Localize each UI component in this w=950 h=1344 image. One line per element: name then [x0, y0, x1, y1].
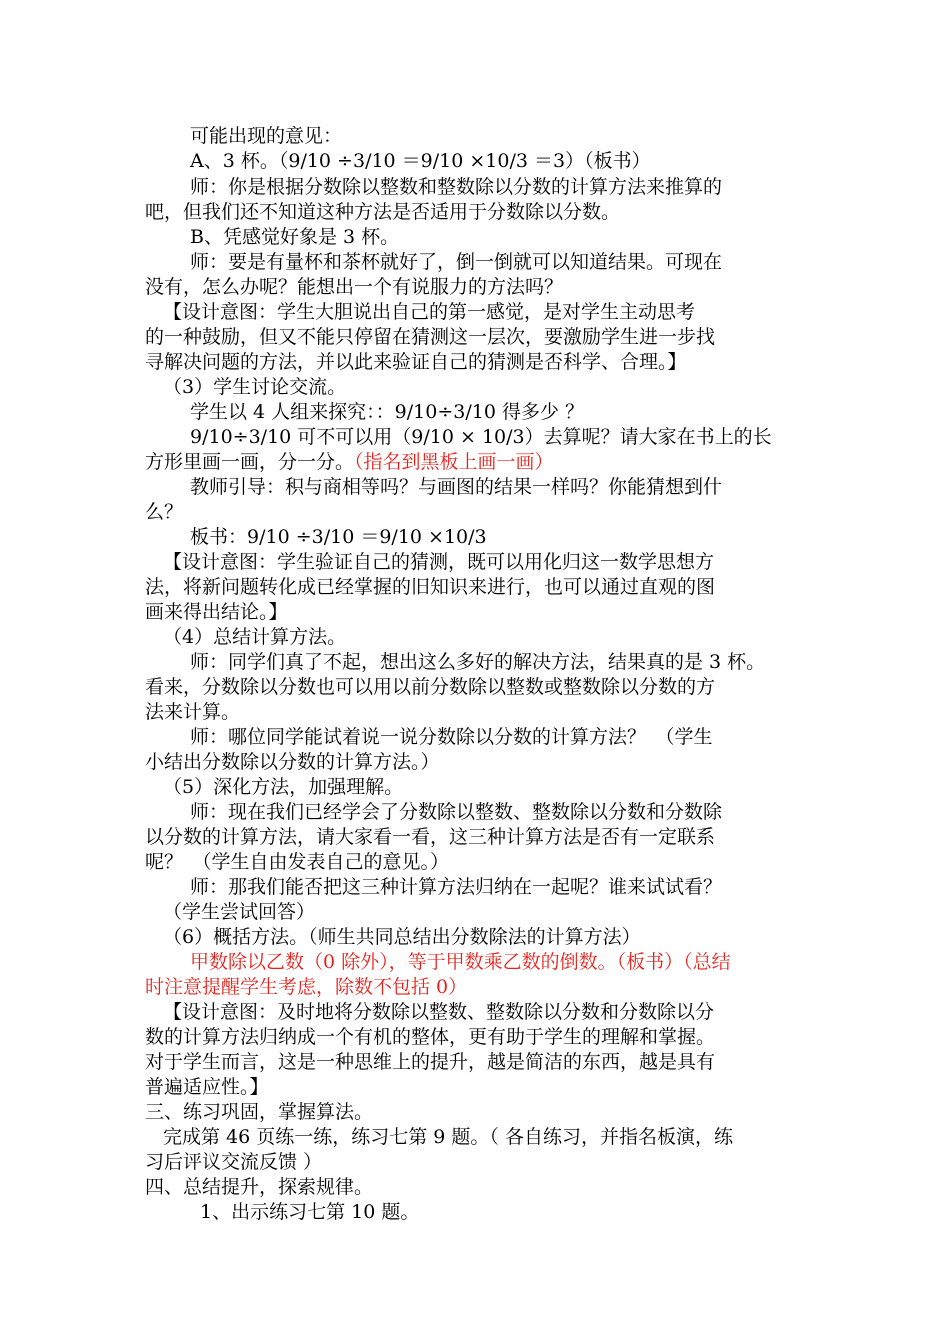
red-annotation: （指名到黑板上画一画）: [354, 451, 554, 473]
text-line: 学生以 4 人组来探究：：9/10÷3/10 得多少 ？: [190, 401, 585, 423]
text-line: 呢？ （学生自由发表自己的意见。）: [145, 851, 450, 873]
text-line: 法来计算。: [145, 701, 241, 723]
text-line: 9/10÷3/10 可不可以用（9/10 × 10/3）去算呢？请大家在书上的长: [190, 426, 772, 448]
text-line: 板书：9/10 ÷3/10 ＝9/10 ×10/3: [190, 526, 487, 548]
text-line: 教师引导：积与商相等吗？与画图的结果一样吗？你能猜想到什: [190, 476, 723, 498]
text-line: 师：现在我们已经学会了分数除以整数、整数除以分数和分数除: [190, 801, 723, 823]
text-line: 寻解决问题的方法，并以此来验证自己的猜测是否科学、合理。】: [145, 351, 687, 373]
section-heading: 三、练习巩固，掌握算法。: [145, 1101, 374, 1123]
text-line: （学生尝试回答）: [163, 901, 316, 923]
text-line: 小结出分数除以分数的计算方法。）: [145, 751, 440, 773]
text-line: 可能出现的意见：: [190, 125, 343, 147]
text-line: 数的计算方法归纳成一个有机的整体，更有助于学生的理解和掌握。: [145, 1026, 716, 1048]
text-line: 完成第 46 页练一练，练习七第 9 题。（ 各自练习，并指名板演，练: [163, 1126, 733, 1148]
text-line: 师：同学们真了不起，想出这么多好的解决方法，结果真的是 3 杯。: [190, 651, 766, 673]
section-heading: （4）总结计算方法。: [163, 626, 347, 648]
text-line: 普遍适应性。】: [145, 1076, 269, 1098]
section-heading: （6）概括方法。（师生共同总结出分数除法的计算方法）: [163, 926, 641, 948]
text-line: 习后评议交流反馈 ）: [145, 1151, 323, 1173]
text-line: 么？: [145, 501, 184, 523]
text-line: 【设计意图：学生大胆说出自己的第一感觉，是对学生主动思考: [163, 301, 696, 323]
text-line: 对于学生而言，这是一种思维上的提升，越是简洁的东西，越是具有: [145, 1051, 716, 1073]
text-line: 【设计意图：学生验证自己的猜测，既可以用化归这一数学思想方: [163, 551, 715, 573]
text-line: 方形里画一画，分一分。（指名到黑板上画一画）: [145, 451, 554, 473]
red-text-line: 甲数除以乙数（0 除外），等于甲数乘乙数的倒数。（板书）（总结: [190, 951, 731, 973]
text-line: 画来得出结论。】: [145, 601, 288, 623]
section-heading: 四、总结提升，探索规律。: [145, 1176, 374, 1198]
section-heading: （5）深化方法，加强理解。: [163, 776, 404, 798]
text-line: 师：你是根据分数除以整数和整数除以分数的计算方法来推算的: [190, 176, 723, 198]
text-line: 师：要是有量杯和茶杯就好了，倒一倒就可以知道结果。可现在: [190, 251, 723, 273]
text-line: 吧，但我们还不知道这种方法是否适用于分数除以分数。: [145, 201, 621, 223]
text-line: 看来，分数除以分数也可以用以前分数除以整数或整数除以分数的方: [145, 676, 716, 698]
text-line: 1、出示练习七第 10 题。: [200, 1201, 420, 1223]
red-text-line: 时注意提醒学生考虑，除数不包括 0）: [145, 976, 468, 998]
text-line: 师：哪位同学能试着说一说分数除以分数的计算方法？ （学生: [190, 726, 713, 748]
text-line: A、3 杯。（9/10 ÷3/10 ＝9/10 ×10/3 ＝3）（板书）: [190, 150, 651, 172]
text-line: 没有，怎么办呢？能想出一个有说服力的方法吗？: [145, 276, 564, 298]
text-line: 的一种鼓励，但又不能只停留在猜测这一层次，要激励学生进一步找: [145, 326, 716, 348]
text-line: 师：那我们能否把这三种计算方法归纳在一起呢？谁来试试看？: [190, 876, 723, 898]
text-line: 法，将新问题转化成已经掌握的旧知识来进行，也可以通过直观的图: [145, 576, 716, 598]
section-heading: （3）学生讨论交流。: [163, 376, 347, 398]
text-line: B、凭感觉好象是 3 杯。: [190, 226, 400, 248]
text-line: 【设计意图：及时地将分数除以整数、整数除以分数和分数除以分: [163, 1001, 715, 1023]
text-line: 以分数的计算方法，请大家看一看，这三种计算方法是否有一定联系: [145, 826, 716, 848]
